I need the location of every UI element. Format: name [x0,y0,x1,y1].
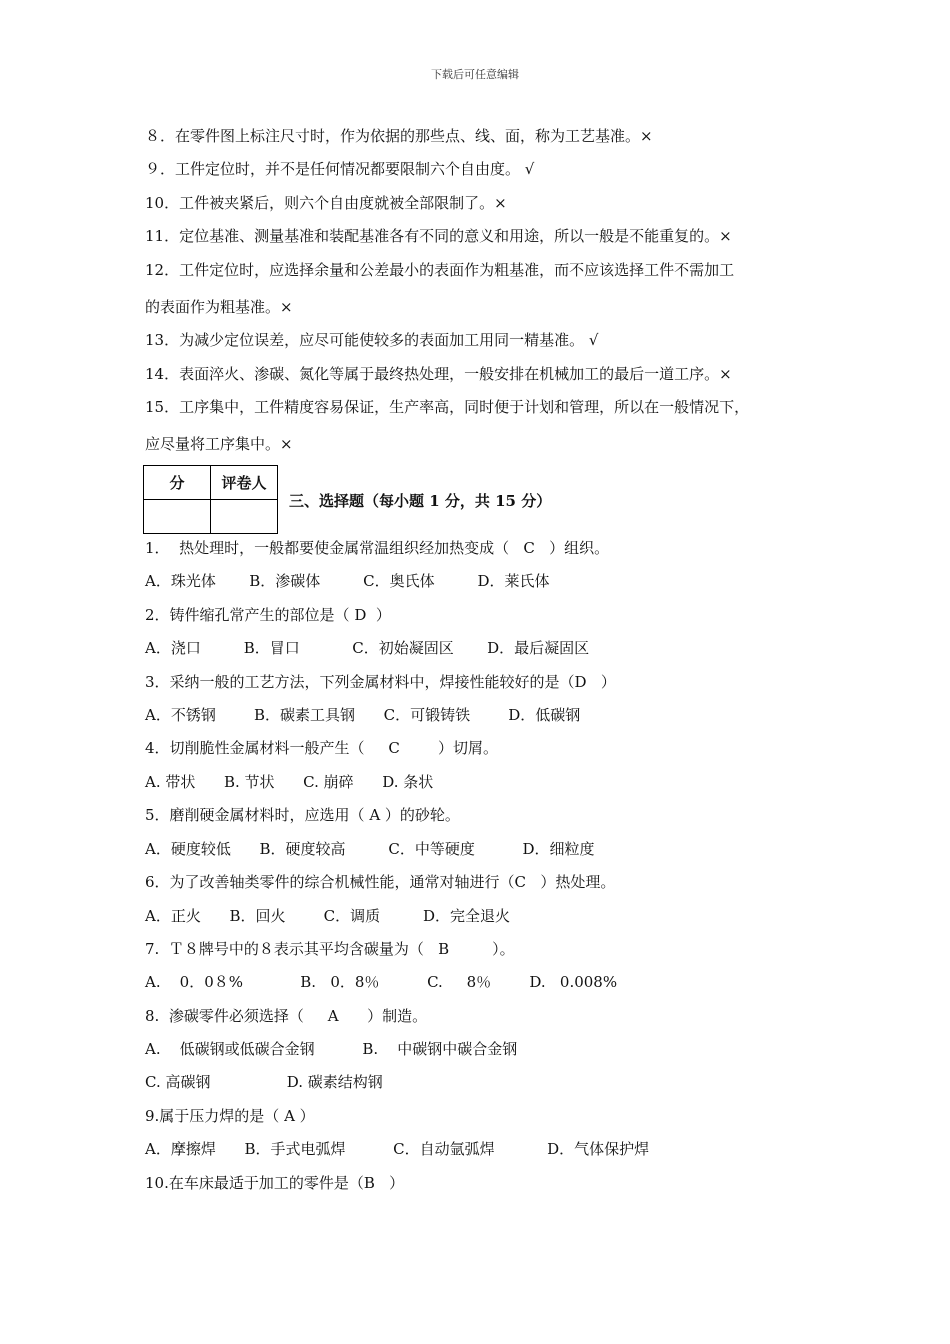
question: 10.在车床最适于加工的零件是（B ） [145,1174,405,1192]
answer-options: A. 低碳钢或低碳合金钢 B. 中碳钢中碳合金钢 [145,1040,518,1058]
question: 4．切削脆性金属材料一般产生（ C ）切屑。 [145,739,499,757]
question: 2．铸件缩孔常产生的部位是（ D ） [145,606,391,624]
judgment-item: ８．在零件图上标注尺寸时，作为依据的那些点、线、面，称为工艺基准。× [145,127,653,145]
score-cell [144,500,211,534]
answer-options: A．浇口 B．冒口 C．初始凝固区 D．最后凝固区 [145,639,590,657]
answer-options: A. 带状 B. 节状 C. 崩碎 D. 条状 [145,773,434,791]
answer-options: A．正火 B．回火 C．调质 D．完全退火 [145,907,511,925]
page-header: 下载后可任意编辑 [431,68,519,81]
answer-options: A. 0．0８% B. 0．8％ C. 8％ D. 0.008% [145,973,618,991]
question: 9.属于压力焊的是（ A ） [145,1107,315,1125]
question: 6．为了改善轴类零件的综合机械性能，通常对轴进行（C ）热处理。 [145,873,616,891]
answer-options: A．不锈钢 B．碳素工具钢 C．可锻铸铁 D．低碳钢 [145,706,581,724]
section-title: 三、选择题（每小题 1 分，共 15 分） [289,492,552,510]
question: 7. Ｔ８牌号中的８表示其平均含碳量为（ B ）。 [145,940,515,958]
judgment-item-continued: 应尽量将工序集中。× [145,435,293,453]
answer-options: A．珠光体 B．渗碳体 C．奥氏体 D．莱氏体 [145,572,550,590]
judgment-item: 11．定位基准、测量基准和装配基准各有不同的意义和用途，所以一般是不能重复的。× [145,227,732,245]
grader-label: 评卷人 [211,466,278,500]
answer-options: A．硬度较低 B．硬度较高 C．中等硬度 D．细粒度 [145,840,595,858]
answer-options: C. 高碳钢 D. 碳素结构钢 [145,1073,383,1091]
judgment-item: 13．为减少定位误差，应尽可能使较多的表面加工用同一精基准。 √ [145,331,599,349]
question: 8. 渗碳零件必须选择（ A ）制造。 [145,1007,428,1025]
judgment-item-continued: 的表面作为粗基准。× [145,298,293,316]
judgment-item: 10．工件被夹紧后，则六个自由度就被全部限制了。× [145,194,507,212]
question: 1． 热处理时，一般都要使金属常温组织经加热变成（ C ）组织。 [145,539,610,557]
judgment-item: 12．工件定位时，应选择余量和公差最小的表面作为粗基准，而不应该选择工件不需加工 [145,261,735,279]
score-label: 分 [144,466,211,500]
question: 3．采纳一般的工艺方法，下列金属材料中，焊接性能较好的是（D ） [145,673,616,691]
judgment-item: 15．工序集中，工件精度容易保证，生产率高，同时便于计划和管理，所以在一般情况下， [145,398,750,416]
question: 5．磨削硬金属材料时，应选用（ A ）的砂轮。 [145,806,460,824]
grader-cell [211,500,278,534]
judgment-item: 14．表面淬火、渗碳、氮化等属于最终热处理，一般安排在机械加工的最后一道工序。× [145,365,732,383]
answer-options: A．摩擦焊 B．手式电弧焊 C．自动氩弧焊 D．气体保护焊 [145,1140,650,1158]
judgment-item: ９．工件定位时，并不是任何情况都要限制六个自由度。 √ [145,160,535,178]
score-table [143,465,278,534]
